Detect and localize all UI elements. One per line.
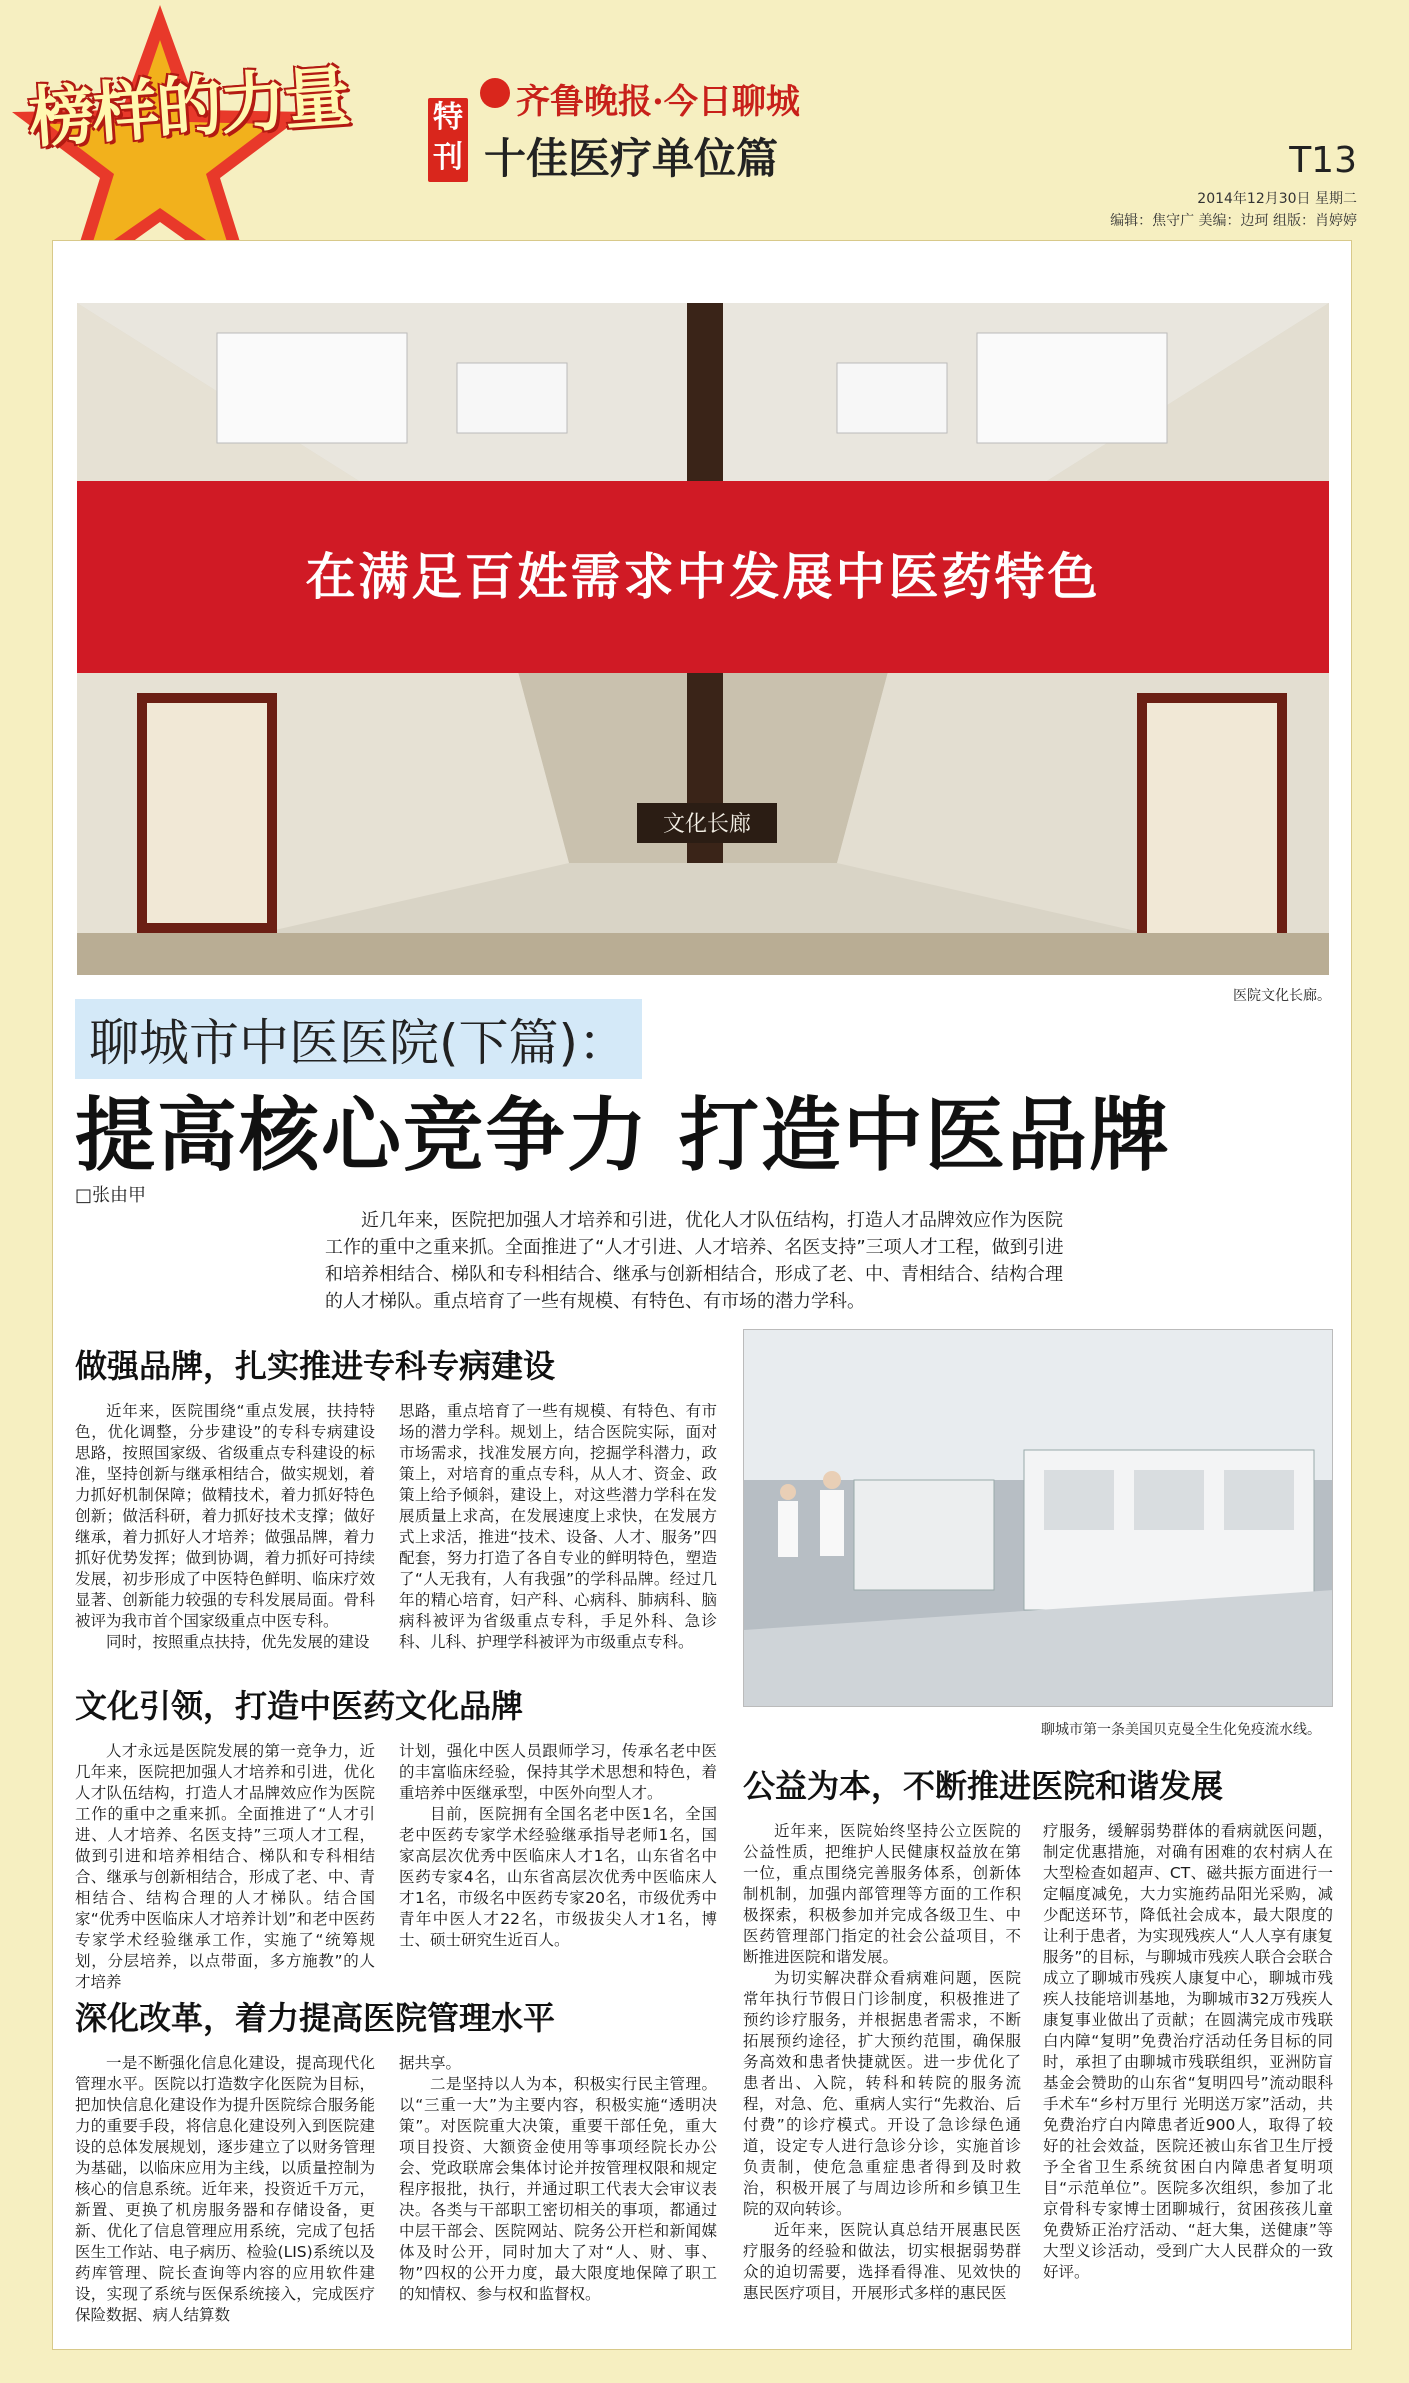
paragraph: 为切实解决群众看病难问题，医院常年执行节假日门诊制度，积极推进了预约诊疗服务，并根据患者需求，不断拓展预约途径，扩大预约范围，确保服务高效和患者快捷就医。进一步优化了患者出、入院，转科和转院的服务流程，对急、危、重病人实行“先救治、后付费”的诊疗模式。开设了急诊绿色通道，设定专人进行急诊分诊，实施首诊负责制，使危急重症患者得到及时救治，积极开展了与周边诊所和乡镇卫生院的双向转诊。: [743, 1969, 1021, 2218]
section-title: 十佳医疗单位篇: [484, 134, 779, 183]
section-heading-public-welfare: 公益为本，不断推进医院和谐发展: [743, 1767, 1224, 1805]
corridor-photo: [77, 303, 1329, 975]
column-brand: 榜样的力量: [26, 56, 351, 158]
byline: □张由甲: [75, 1185, 147, 1206]
section-public-welfare-col2: [1043, 1821, 1333, 2283]
article-panel: [52, 240, 1352, 2350]
special-issue-tag: 特刊: [428, 98, 468, 182]
section-specialty-col1: [75, 1401, 375, 1653]
photo-caption: 医院文化长廊。: [1233, 988, 1331, 1004]
page-number: T13: [1289, 140, 1357, 181]
masthead: [0, 0, 1409, 229]
lab-photo-caption: 聊城市第一条美国贝克曼全生化免疫流水线。: [1041, 1722, 1321, 1738]
paragraph: 近年来，医院始终坚持公立医院的公益性质，把维护人民健康权益放在第一位，重点围绕完善服务体系，创新体制机制，加强内部管理等方面的工作积极探索，积极参加并完成各级卫生、中医药管理部门指定的社会公益项目，不断推进医院和谐发展。: [743, 1822, 1021, 1966]
section-public-welfare-col1: [743, 1821, 1021, 2304]
issue-date: 2014年12月30日 星期二: [1197, 191, 1357, 207]
paragraph: 疗服务，缓解弱势群体的看病就医问题，制定优惠措施，对确有困难的农村病人在大型检查如超声、CT、磁共振方面进行一定幅度减免，大力实施药品阳光采购，减少配送环节，降低社会成本，最大限度的让利于患者，为实现残疾人“人人享有康复服务”的目标，与聊城市残疾人联合会联合成立了聊城市残疾人康复中心，聊城市残疾人技能培训基地，为聊城市32万残疾人康复事业做出了贡献；在圆满完成市残联白内障“复明”免费治疗活动任务目标的同时，承担了由聊城市残联组织，亚洲防盲基金会赞助的山东省“复明四号”流动眼科手术车“乡村万里行 光明送万家”活动，共免费治疗白内障患者近900人，取得了较好的社会效益，医院还被山东省卫生厅授予全省卫生系统贫困白内障患者复明项目“示范单位”。医院多次组织，参加了北京骨科专家博士团聊城行，贫困孩孩儿童免费矫正治疗活动、“赶大集，送健康”等大型义诊活动，受到广大人民群众的一致好评。: [1043, 1822, 1333, 2281]
paragraph: 据共享。: [399, 2054, 462, 2072]
lab-illustration: [744, 1330, 1333, 1707]
paragraph: 人才永远是医院发展的第一竞争力，近几年来，医院把加强人才培养和引进，优化人才队伍结构，打造人才品牌效应作为医院工作的重中之重来抓。全面推进了“人才引进、人才培养、名医支持”三项人才工程，做到引进和培养相结合、梯队和专科相结合、继承与创新相结合，形成了老、中、青相结合、结构合理的人才梯队。结合国家“优秀中医临床人才培养计划”和老中医药专家学术经验继承工作，实施了“统筹规划，分层培养，以点带面，多方施教”的人才培养: [75, 1742, 375, 1991]
section-specialty-col2: [399, 1401, 717, 1653]
paragraph: 目前，医院拥有全国名老中医1名，全国老中医药专家学术经验继承指导老师1名，国家高层次优秀中医临床人才1名，山东省名中医药专家4名，山东省高层次优秀中医临床人才1名，市级名中医药专家20名，市级优秀中青年中医人才22名，市级拔尖人才1名，博士、硕士研究生近百人。: [399, 1805, 717, 1949]
paragraph: 一是不断强化信息化建设，提高现代化管理水平。医院以打造数字化医院为目标，把加快信息化建设作为提升医院综合服务能力的重要手段，将信息化建设列入到医院建设的总体发展规划，逐步建立了以财务管理为基础，以临床应用为主线，以质量控制为核心的信息系统。近年来，投资近千万元，新置、更换了机房服务器和存储设备，更新、优化了信息管理应用系统，完成了包括医生工作站、电子病历、检验(LIS)系统以及药库管理、院长查询等内容的应用软件建设，实现了系统与医保系统接入，完成医疗保险数据、病人结算数: [75, 2054, 375, 2324]
paragraph: 近年来，医院围绕“重点发展，扶持特色，优化调整，分步建设”的专科专病建设思路，按照国家级、省级重点专科建设的标准，坚持创新与继承相结合，做实规划，着力抓好机制保障；做精技术，着力抓好特色创新；做活科研，着力抓好技术支撑；做好继承，着力抓好人才培养；做强品牌，着力抓好优势发挥；做到协调，着力抓好可持续发展，初步形成了中医特色鲜明、临床疗效显著、创新能力较强的专科发展局面。骨科被评为我市首个国家级重点中医专科。: [75, 1402, 375, 1630]
corridor-sign: 文化长廊: [662, 812, 752, 837]
banner-headline: 在满足百姓需求中发展中医药特色: [305, 547, 1101, 606]
paragraph: 二是坚持以人为本，积极实行民主管理。以“三重一大”为主要内容，积极实施“透明决策”。对医院重大决策，重要干部任免，重大项目投资、大额资金使用等事项经院长办公会、党政联席会集体讨论并按管理权限和规定程序报批，执行，并通过职工代表大会审议表决。各类与干部职工密切相关的事项，都通过中层干部会、医院网站、院务公开栏和新闻媒体及时公开，同时加大了对“人、财、事、物”四权的公开力度，最大限度地保障了职工的知情权、参与权和监督权。: [399, 2075, 717, 2303]
section-heading-specialty: 做强品牌，扎实推进专科专病建设: [75, 1347, 556, 1385]
article-intro: 近几年来，医院把加强人才培养和引进，优化人才队伍结构，打造人才品牌效应作为医院工作的重中之重来抓。全面推进了“人才引进、人才培养、名医支持”三项人才工程，做到引进和培养相结合、梯队和专科相结合、继承与创新相结合，形成了老、中、青相结合、结构合理的人才梯队。重点培育了一些有规模、有特色、有市场的潜力学科。: [325, 1210, 1064, 1312]
lab-photo: [743, 1329, 1333, 1707]
section-heading-culture: 文化引领，打造中医药文化品牌: [75, 1687, 524, 1725]
paragraph: 思路，重点培育了一些有规模、有特色、有市场的潜力学科。规划上，结合医院实际，面对市场需求，找准发展方向，挖掘学科潜力，政策上，对培育的重点专科，从人才、资金、政策上给予倾斜，建设上，对这些潜力学科在发展质量上求高，在发展速度上求快，在发展方式上求活，推进“技术、设备、人才、服务”四配套，努力打造了各自专业的鲜明特色，塑造了“人无我有，人有我强”的学科品牌。经过几年的精心培育，妇产科、心病科、肺病科、脑病科被评为省级重点专科，手足外科、急诊科、儿科、护理学科被评为市级重点专科。: [399, 1402, 717, 1651]
section-reform-col1: [75, 2053, 375, 2326]
section-heading-reform: 深化改革，着力提高医院管理水平: [75, 1999, 556, 2037]
section-culture-col2: [399, 1741, 717, 1951]
newspaper-name: 齐鲁晚报·今日聊城: [516, 82, 800, 122]
paragraph: 计划，强化中医人员跟师学习，传承名老中医的丰富临床经验，保持其学术思想和特色，着重培养中医继承型，中医外向型人才。: [399, 1742, 717, 1802]
article-title: 提高核心竞争力 打造中医品牌: [75, 1089, 1171, 1182]
section-reform-col2: [399, 2053, 717, 2305]
newspaper-logo-icon: [480, 78, 510, 108]
section-culture-col1: [75, 1741, 375, 1993]
article-subtitle: 聊城市中医医院(下篇)：: [75, 999, 642, 1079]
paragraph: 同时，按照重点扶持，优先发展的建设: [106, 1633, 370, 1651]
paragraph: 近年来，医院认真总结开展惠民医疗服务的经验和做法，切实根据弱势群众的迫切需要，选择看得准、见效快的惠民医疗项目，开展形式多样的惠民医: [743, 2221, 1021, 2302]
editor-credits: 编辑：焦守广 美编：边珂 组版：肖婷婷: [1110, 213, 1357, 229]
